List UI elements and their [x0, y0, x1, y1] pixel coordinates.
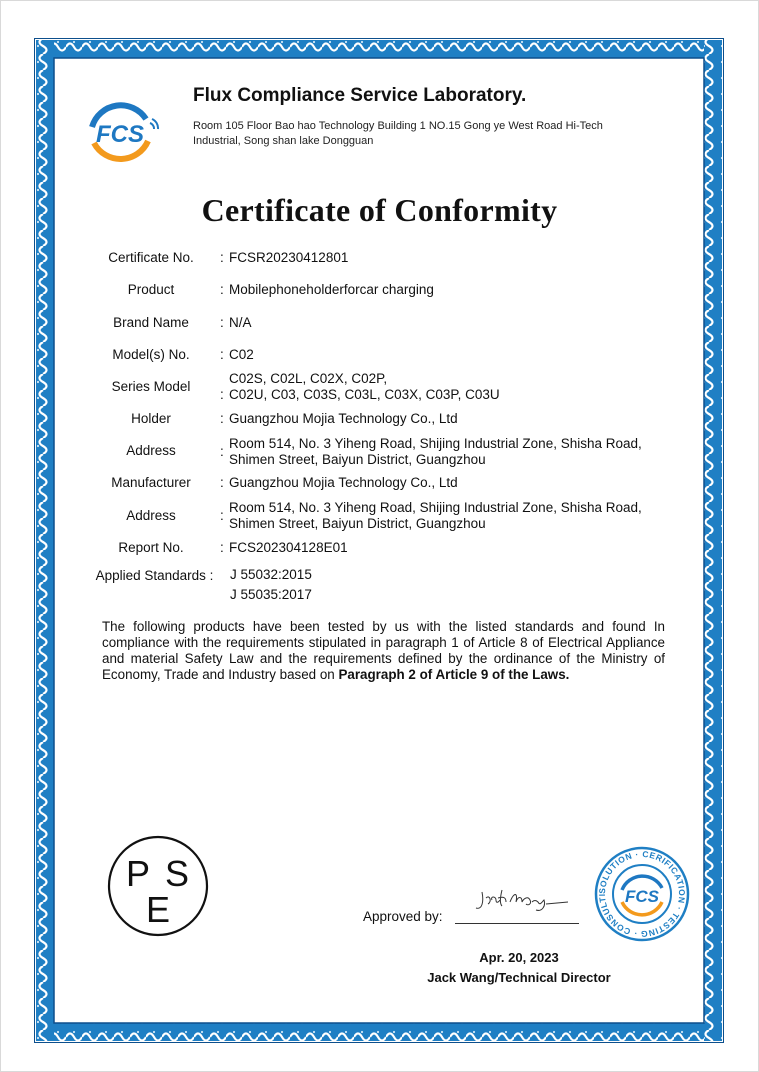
applied-standards-label: Applied Standards :	[95, 568, 214, 583]
holder-text: Guangzhou Mojia Technology Co., Ltd	[229, 411, 458, 426]
product-label: Product	[127, 282, 175, 297]
report-no-text: FCS202304128E01	[229, 540, 348, 555]
holder-address-line2: Shimen Street, Baiyun District, Guangzhou	[229, 452, 486, 467]
manufacturer-address-line1: Room 514, No. 3 Yiheng Road, Shijing Industrial Zone, Shisha Road,	[229, 500, 642, 515]
seal-center-text: FCS	[625, 887, 659, 906]
models-label: Model(s) No.	[112, 347, 190, 362]
series-model-label: Series Model	[111, 379, 191, 394]
certificate-no-text: FCSR20230412801	[229, 250, 349, 265]
holder-label: Holder	[131, 411, 171, 426]
applied-standards-value	[230, 565, 312, 605]
holder-address-value: Room 514, No. 3 Yiheng Road, Shijing Industrial Zone, Shisha Road, : Shimen Street, Baiyun District, Guangzhou	[220, 436, 642, 467]
signer-title: Jack Wang/Technical Director	[427, 970, 611, 985]
pse-s: S	[164, 853, 190, 894]
statement-bold: Paragraph 2 of Article 9 of the Laws.	[338, 667, 570, 682]
certificate-no-value: : FCSR20230412801	[220, 250, 349, 265]
approved-by-label: Approved by:	[363, 909, 443, 924]
pse-mark	[106, 834, 210, 943]
series-model-line1: C02S, C02L, C02X, C02P,	[229, 371, 388, 386]
applied-standard-2: J 55035:2017	[230, 587, 312, 602]
lab-address-line2: Industrial, Song shan lake Dongguan	[193, 135, 374, 147]
applied-standard-1: J 55032:2015	[230, 567, 312, 582]
manufacturer-label: Manufacturer	[111, 475, 191, 490]
brand-name-label: Brand Name	[113, 315, 189, 330]
signature-line	[455, 923, 579, 924]
brand-name-value: : N/A	[220, 315, 252, 330]
manufacturer-value: : Guangzhou Mojia Technology Co., Ltd	[220, 475, 458, 490]
logo-text: FCS	[96, 121, 144, 148]
applied-standards-label-text: Applied Standards	[95, 568, 206, 583]
fcs-logo	[80, 97, 162, 172]
holder-address-line1: Room 514, No. 3 Yiheng Road, Shijing Industrial Zone, Shisha Road,	[229, 436, 642, 451]
certificate-title: Certificate of Conformity	[201, 192, 558, 228]
pse-p: P	[125, 853, 151, 894]
statement-text: The following products have been tested by us with the listed standards and found In compliance with the requirements stipulated in paragraph 1 of Article 8 of Electrical Appliance and material Safety Law and the requirements defined by the ordinance of the Ministry of Economy, Trade and Industry based on	[102, 619, 665, 682]
lab-address	[193, 119, 643, 149]
manufacturer-text: Guangzhou Mojia Technology Co., Ltd	[229, 475, 458, 490]
signature	[472, 882, 572, 923]
lab-address-line1: Room 105 Floor Bao hao Technology Building 1 NO.15 Gong ye West Road Hi-Tech	[193, 120, 603, 132]
manufacturer-address-value: Room 514, No. 3 Yiheng Road, Shijing Industrial Zone, Shisha Road, : Shimen Street, Baiyun District, Guangzhou	[220, 500, 642, 531]
series-model-value: C02S, C02L, C02X, C02P, : C02U, C03, C03S, C03L, C03X, C03P, C03U	[220, 371, 500, 402]
seal-ring-text: SOLUTION · CERIFICATION · TESTING · CONSULTI	[596, 848, 688, 940]
product-text: Mobilephoneholderforcar charging	[229, 282, 434, 297]
report-no-label: Report No.	[118, 540, 184, 555]
series-model-line2: C02U, C03, C03S, C03L, C03X, C03P, C03U	[229, 387, 500, 402]
models-value: : C02	[220, 347, 254, 362]
brand-name-text: N/A	[229, 315, 252, 330]
certificate-no-label: Certificate No.	[108, 250, 194, 265]
product-value: : Mobilephoneholderforcar charging	[220, 282, 434, 297]
manufacturer-address-label: Address	[126, 508, 176, 523]
holder-address-label: Address	[126, 443, 176, 458]
compliance-statement	[102, 619, 665, 683]
fcs-seal	[594, 846, 690, 947]
pse-e: E	[145, 889, 171, 930]
lab-name: Flux Compliance Service Laboratory.	[193, 85, 527, 106]
manufacturer-address-line2: Shimen Street, Baiyun District, Guangzhou	[229, 516, 486, 531]
report-no-value: : FCS202304128E01	[220, 540, 348, 555]
models-text: C02	[229, 347, 254, 362]
approval-date: Apr. 20, 2023	[479, 950, 559, 965]
holder-value: : Guangzhou Mojia Technology Co., Ltd	[220, 411, 458, 426]
